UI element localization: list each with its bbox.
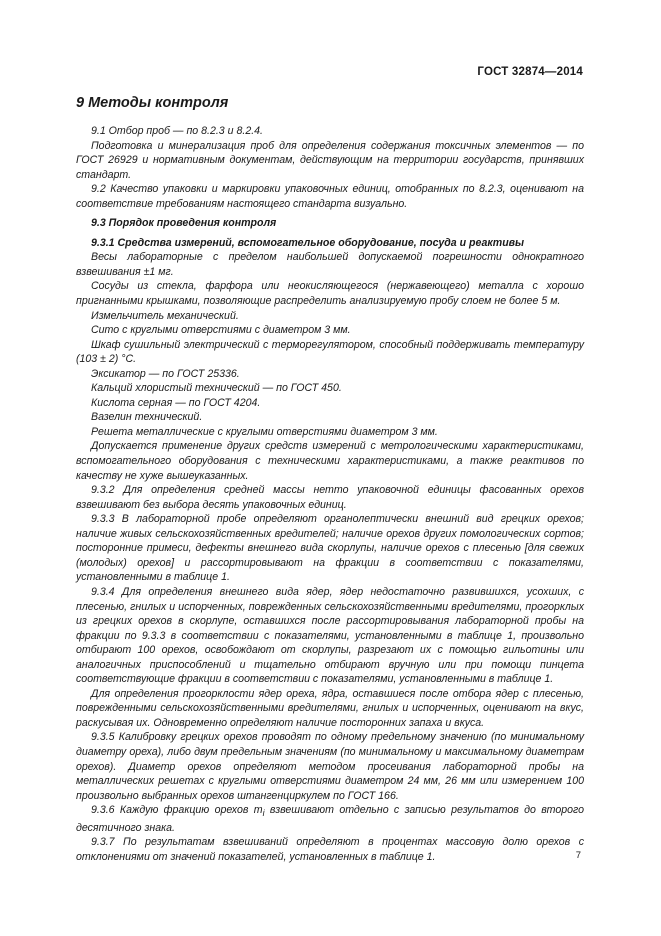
subsection-title-9-3: 9.3 Порядок проведения контроля xyxy=(91,217,277,230)
document-body xyxy=(76,124,584,864)
list-item-drying-cabinet: Шкаф сушильный электрический с терморегулятором, способный поддерживать температуру (103 ± 2) °С. xyxy=(76,338,584,366)
list-item-desiccator: Эксикатор — по ГОСТ 25336. xyxy=(91,367,240,380)
paragraph-9-3-6-lead: 9.3.6 Каждую фракцию орехов m xyxy=(91,804,263,817)
list-item-metal-sieves: Решета металлические с круглыми отверстиями диаметром 3 мм. xyxy=(91,425,438,438)
list-item-vessels: Сосуды из стекла, фарфора или неокисляющегося (нержавеющего) металла с хорошо пригнанными крышками, позволяющие распределить анализируемую пробу слоем не более 5 м. xyxy=(76,280,584,308)
paragraph-9-3-2: 9.3.2 Для определения средней массы нетто упаковочной единицы фасованных орехов взвешивают без выбора десять упаковочных единиц. xyxy=(76,484,584,511)
paragraph-9-3-5: 9.3.5 Калибровку грецких орехов проводят по одному предельному значению (по минимальному диаметру ореха), либо двум предельным значениям (по минимальному и максимальному диаметрам орехов). Диаметр орехов определяют методом просеивания лабораторной пробы на металлических решетах с круглыми отверстиями диаметром 24 мм, 26 мм или измерением 100 произвольно выбранных орехов штангенциркулем по ГОСТ 166. xyxy=(76,731,584,802)
subsection-title-9-3-1: 9.3.1 Средства измерений, вспомогательное оборудование, посуда и реактивы xyxy=(91,236,525,249)
document-header-standard: ГОСТ 32874—2014 xyxy=(477,66,583,78)
list-item-sieve: Сито с круглыми отверстиями с диаметром 3 мм. xyxy=(91,324,351,337)
paragraph-9-3-3: 9.3.3 В лабораторной пробе определяют органолептически внешний вид грецких орехов; наличие живых сельскохозяйственных вредителей; наличие орехов других помологических сортов; посторонние примеси, дефекты внешнего вида скорлупы, наличие орехов с плесенью [для свежих (молодых) орехов] и рассортировывают на фракции в соответствии с показателями, установленными в таблице 1. xyxy=(76,513,584,584)
list-item-scales: Весы лабораторные с пределом наибольшей допускаемой погрешности однократного взвешивания ±1 мг. xyxy=(76,251,584,278)
section-title: 9 Методы контроля xyxy=(76,95,229,111)
page-number: 7 xyxy=(575,850,581,861)
paragraph-9-3-6 xyxy=(76,803,584,835)
paragraph-9-3-4: 9.3.4 Для определения внешнего вида ядер, ядер недостаточно развившихся, усохших, с плесенью, гнилых и испорченных, поврежденных сельскохозяйственными вредителями, прогорклых из грецких орехов в скорлупе, оставшихся после рассортировывания лабораторной пробы на фракции по 9.3.3 в соответствии с показателями, установленными в таблице 1, произвольно отбирают 100 орехов, освобождают от скорлупы, разрезают их с помощью гильотины или аналогичных приспособлений и тщательно отбирают вручную или при помощи пинцета соответствующие фракции в соответствии с показателями, установленными в таблице 1. xyxy=(76,585,584,686)
list-item-vaseline: Вазелин технический. xyxy=(91,411,203,424)
paragraph-mineralization: Подготовка и минерализация проб для определения содержания токсичных элементов — по ГОСТ 26929 и нормативным документам, действующим на территории государств, принявших стандарт. xyxy=(76,139,584,181)
mass-subscript: i xyxy=(262,808,265,819)
paragraph-alternatives: Допускается применение других средств измерений с метрологическими характеристиками, вспомогательного оборудования с техническими характеристиками, а также реактивов по качеству не хуже вышеуказанных. xyxy=(76,440,584,482)
list-item-calcium-chloride: Кальций хлористый технический — по ГОСТ 450. xyxy=(91,382,342,395)
paragraph-rancidity: Для определения прогорклости ядер ореха, ядра, оставшиеся после отбора ядер с плесенью, поврежденными сельскохозяйственными вредителями, гнилых и испорченных, оценивают на вкус, раскусывая их. Одновременно определяют наличие посторонних запаха и вкуса. xyxy=(76,687,584,729)
paragraph-9-2: 9.2 Качество упаковки и маркировки упаковочных единиц, отобранных по 8.2.3, оценивают на соответствие требованиям настоящего стандарта визуально. xyxy=(76,183,584,210)
paragraph-9-3-7: 9.3.7 По результатам взвешиваний определяют в процентах массовую долю орехов с отклонениями от значений показателей, установленных в таблице 1. xyxy=(76,836,584,863)
paragraph-9-1: 9.1 Отбор проб — по 8.2.3 и 8.2.4. xyxy=(91,125,263,137)
list-item-sulfuric-acid: Кислота серная — по ГОСТ 4204. xyxy=(91,396,261,409)
paragraph-9-3-6-tail: взвешивают отдельно с записью результатов до второго десятичного знака. xyxy=(76,804,584,834)
list-item-grinder: Измельчитель механический. xyxy=(91,309,239,322)
